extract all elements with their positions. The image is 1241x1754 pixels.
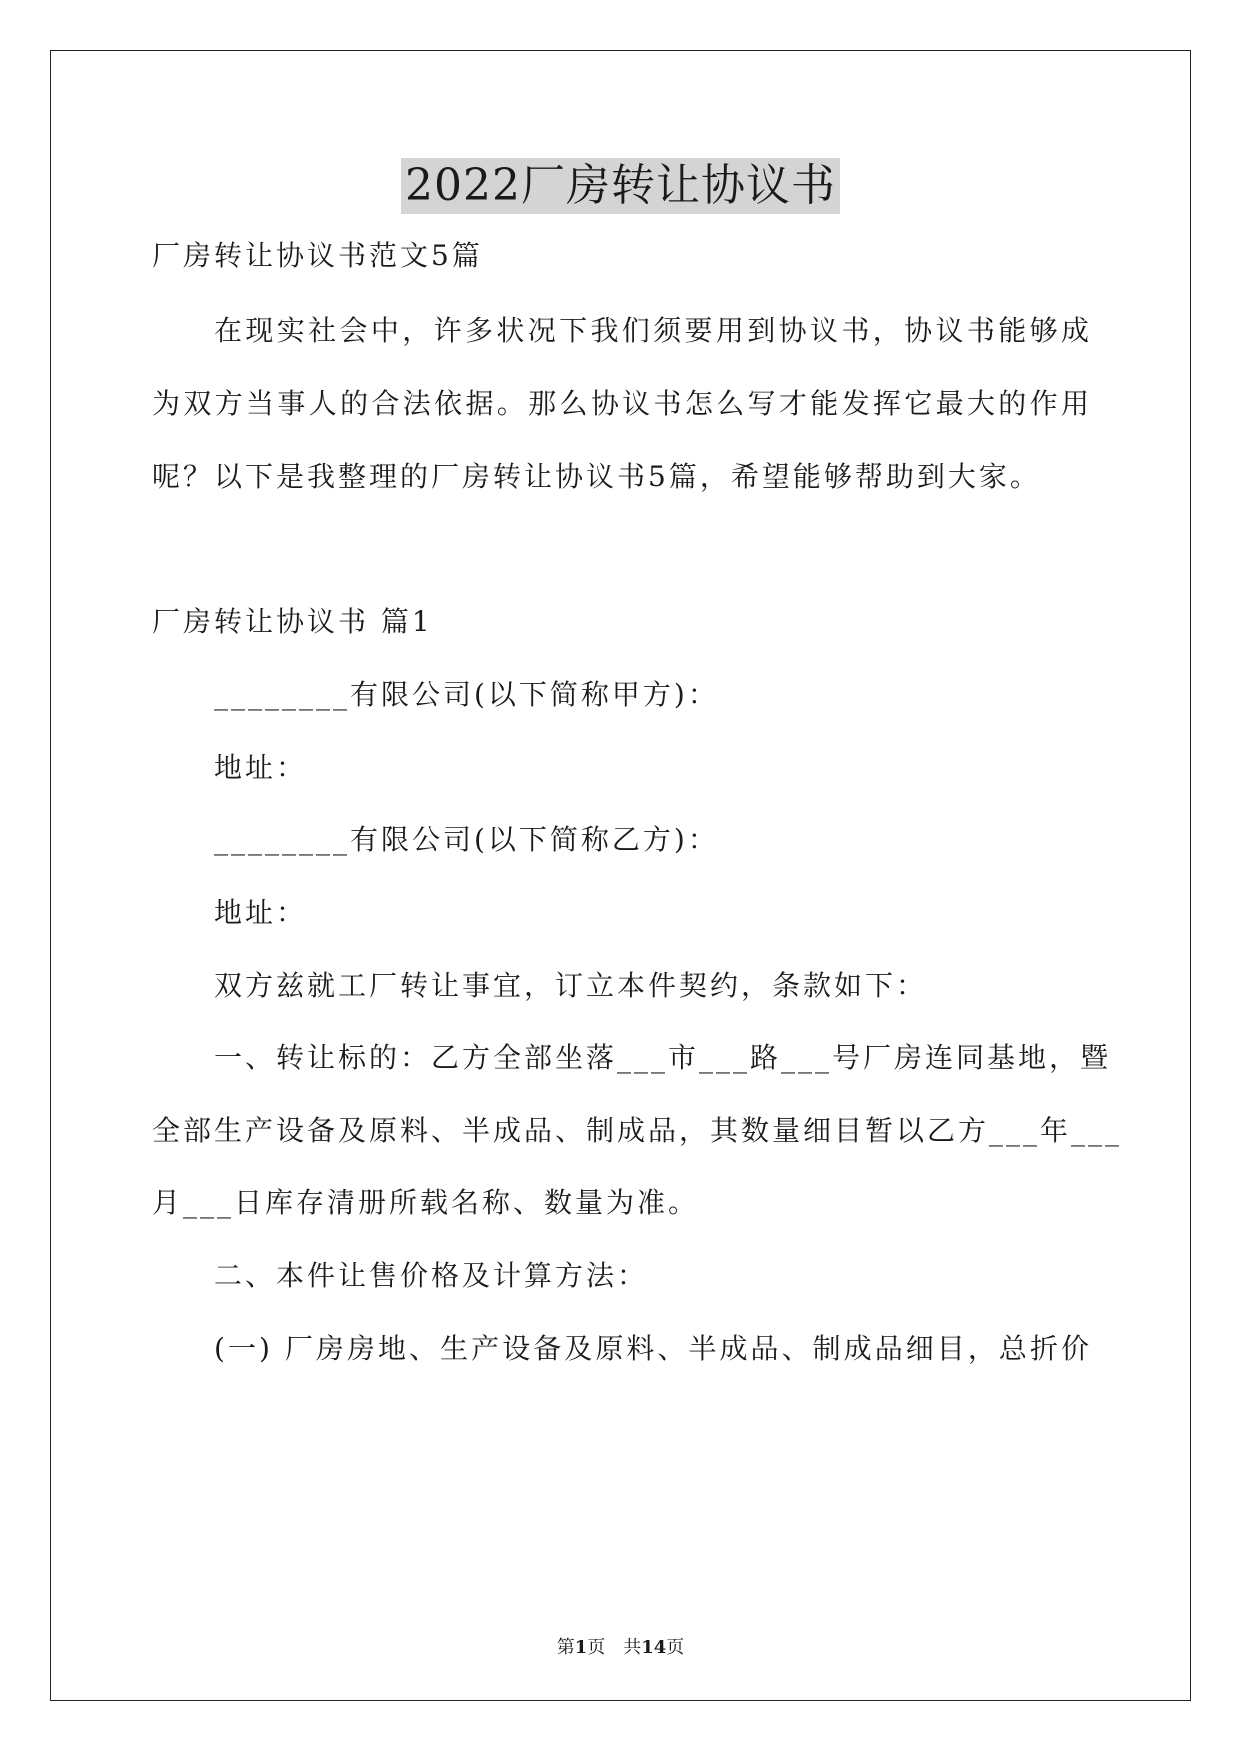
clause1-line-2: 全部生产设备及原料、半成品、制成品，其数量细目暂以乙方___年___ <box>152 1114 1123 1147</box>
intro-line-1: 在现实社会中，许多状况下我们须要用到协议书，协议书能够成 <box>214 314 1092 347</box>
footer-mid: 页 共 <box>587 1637 642 1658</box>
preamble: 双方兹就工厂转让事宜，订立本件契约，条款如下： <box>214 969 928 1002</box>
address-a: 地址： <box>214 751 308 784</box>
page-footer <box>0 1636 1241 1660</box>
party-b: ________有限公司(以下简称乙方)： <box>214 823 719 856</box>
address-b: 地址： <box>214 896 308 929</box>
footer-page-total: 14 <box>641 1637 667 1658</box>
party-a: ________有限公司(以下简称甲方)： <box>214 678 719 711</box>
footer-page-number: 1 <box>574 1637 588 1658</box>
section-heading: 厂房转让协议书 篇1 <box>152 605 433 638</box>
intro-line-2: 为双方当事人的合法依据。那么协议书怎么写才能发挥它最大的作用 <box>152 387 1092 420</box>
title-container <box>0 158 1241 214</box>
clause2: 二、本件让售价格及计算方法： <box>214 1259 649 1292</box>
clause1-line-1: 一、转让标的：乙方全部坐落___市___路___号厂房连同基地，暨 <box>214 1041 1112 1074</box>
subtitle: 厂房转让协议书范文5篇 <box>152 239 483 272</box>
clause1-line-3: 月___日库存清册所载名称、数量为准。 <box>152 1186 700 1219</box>
footer-prefix: 第 <box>556 1637 575 1658</box>
clause2-1: (一) 厂房房地、生产设备及原料、半成品、制成品细目，总折价 <box>214 1332 1092 1365</box>
document-title: 2022厂房转让协议书 <box>401 158 840 214</box>
footer-suffix: 页 <box>666 1637 685 1658</box>
intro-line-3: 呢？以下是我整理的厂房转让协议书5篇，希望能够帮助到大家。 <box>152 460 1041 493</box>
page-border <box>50 50 1191 1701</box>
